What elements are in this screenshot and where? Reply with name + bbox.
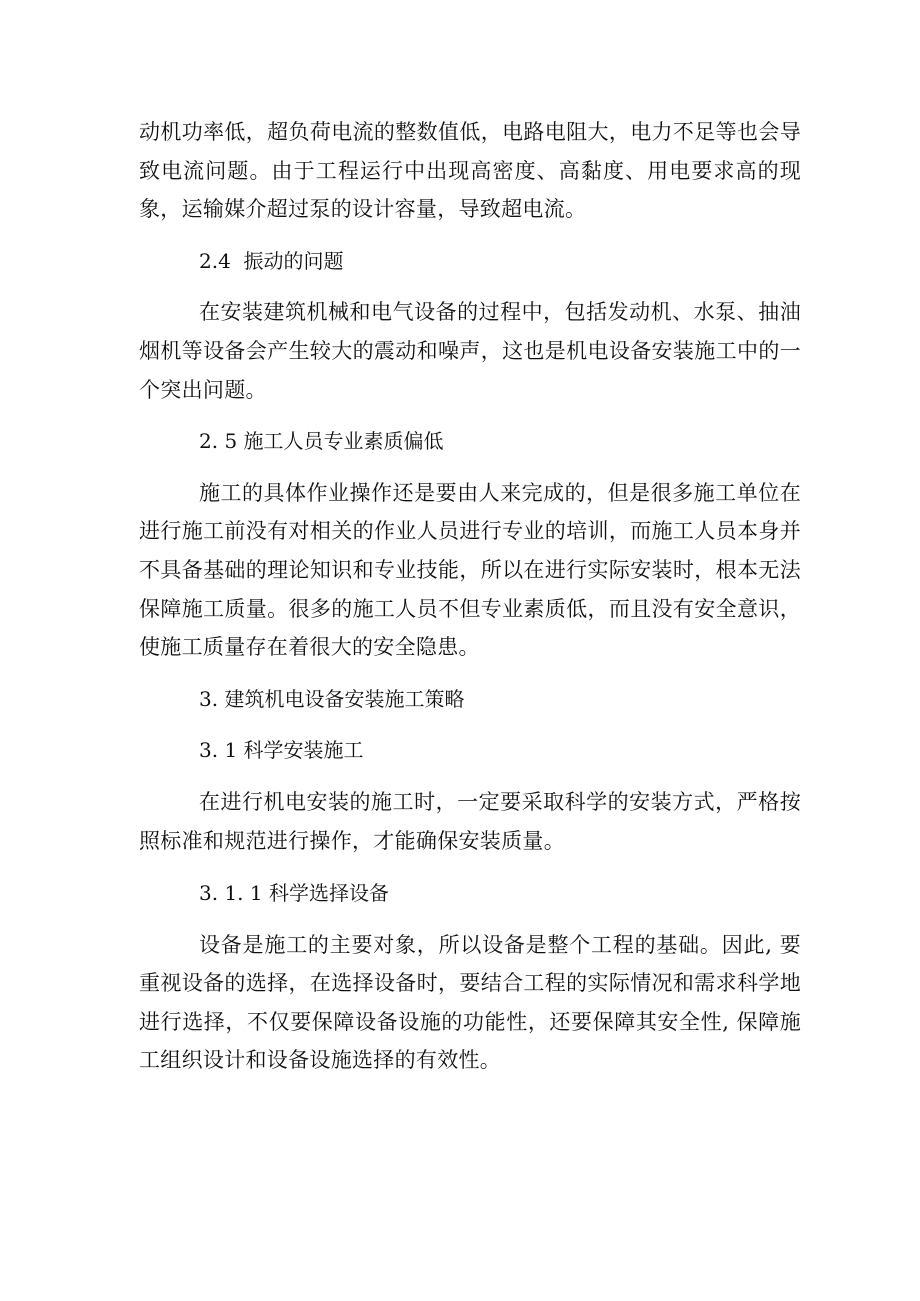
paragraph-scientific-install: 在进行机电安装的施工时，一定要采取科学的安装方式，严格按照标准和规范进行操作，才能确保安装质量。: [139, 789, 801, 853]
heading-3: 3. 建筑机电设备安装施工策略: [199, 686, 465, 711]
paragraph-equipment-selection: 设备是施工的主要对象，所以设备是整个工程的基础。因此, 要重视设备的选择，在选择设备时，要结合工程的实际情况和需求科学地进行选择，不仅要保障设备设施的功能性，还要保障其安全性, 保障施工组织设计和设备设施选择的有效性。: [139, 932, 801, 1073]
heading-2-5: 2. 5 施工人员专业素质偏低: [199, 429, 444, 454]
paragraph-worker-quality: 施工的具体作业操作还是要由人来完成的，但是很多施工单位在进行施工前没有对相关的作业人员进行专业的培训，而施工人员本身并不具备基础的理论知识和专业技能，所以在进行实际安装时，根本无法保障施工质量。很多的施工人员不但专业素质低，而且没有安全意识，使施工质量存在着很大的安全隐患。: [139, 480, 801, 660]
heading-3-1: 3. 1 科学安装施工: [199, 738, 364, 763]
document-body: [139, 113, 801, 1080]
paragraph-current-problem: 动机功率低，超负荷电流的整数值低，电路电阻大，电力不足等也会导致电流问题。由于工程运行中出现高密度、高黏度、用电要求高的现象，运输媒介超过泵的设计容量，导致超电流。: [139, 120, 801, 222]
heading-3-1-1: 3. 1. 1 科学选择设备: [199, 881, 389, 906]
paragraph-vibration: 在安装建筑机械和电气设备的过程中，包括发动机、水泵、抽油烟机等设备会产生较大的震动和噪声，这也是机电设备安装施工中的一个突出问题。: [139, 300, 801, 402]
heading-2-4: 2.4 振动的问题: [199, 248, 344, 273]
